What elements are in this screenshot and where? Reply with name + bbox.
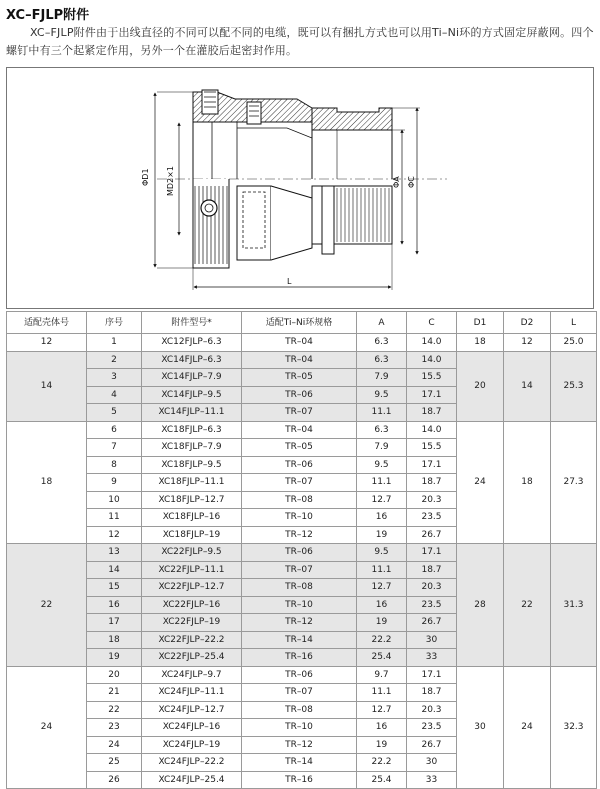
technical-drawing: [6, 67, 594, 309]
cell-model: XC18FJLP–19: [142, 526, 242, 544]
cell-ring: TR–08: [242, 491, 357, 509]
cell-c: 18.7: [407, 404, 457, 422]
cell-seq: 13: [87, 544, 142, 562]
dim-label-c: ΦC: [407, 176, 416, 188]
cell-model: XC24FJLP–9.7: [142, 666, 242, 684]
description: XC–FJLP附件由于出线直径的不同可以配不同的电缆，既可以有捆扎方式也可以用Ti–Ni环的方式固定屏蔽网。四个螺钉中有三个起紧定作用，另外一个在灌胶后起密封作用。: [6, 26, 594, 57]
cell-d2: 18: [504, 421, 551, 544]
cell-d1: 24: [457, 421, 504, 544]
header-l: L: [551, 312, 597, 334]
cell-d2: 24: [504, 666, 551, 789]
cell-a: 16: [357, 719, 407, 737]
cell-seq: 17: [87, 614, 142, 632]
cell-a: 16: [357, 509, 407, 527]
table-row: [7, 544, 597, 562]
bottom-exterior-view: [193, 179, 392, 268]
cell-ring: TR–04: [242, 334, 357, 352]
header-seq: 序号: [87, 312, 142, 334]
cell-seq: 6: [87, 421, 142, 439]
cell-d1: 28: [457, 544, 504, 667]
cell-model: XC12FJLP–6.3: [142, 334, 242, 352]
cell-a: 7.9: [357, 369, 407, 387]
cell-seq: 5: [87, 404, 142, 422]
cell-model: XC18FJLP–16: [142, 509, 242, 527]
cell-model: XC14FJLP–6.3: [142, 351, 242, 369]
header-a: A: [357, 312, 407, 334]
cell-model: XC18FJLP–6.3: [142, 421, 242, 439]
cell-c: 20.3: [407, 491, 457, 509]
cell-c: 30: [407, 631, 457, 649]
cell-c: 20.3: [407, 579, 457, 597]
cell-c: 18.7: [407, 561, 457, 579]
cell-seq: 16: [87, 596, 142, 614]
cell-a: 16: [357, 596, 407, 614]
cell-a: 19: [357, 614, 407, 632]
cell-model: XC22FJLP–16: [142, 596, 242, 614]
cell-a: 11.1: [357, 561, 407, 579]
dim-label-md2: MD2×1: [166, 166, 175, 196]
cell-seq: 3: [87, 369, 142, 387]
cell-c: 14.0: [407, 334, 457, 352]
cell-seq: 1: [87, 334, 142, 352]
cell-c: 18.7: [407, 684, 457, 702]
header-d2: D2: [504, 312, 551, 334]
cell-a: 19: [357, 736, 407, 754]
cell-c: 17.1: [407, 456, 457, 474]
cell-a: 19: [357, 526, 407, 544]
cell-l: 32.3: [551, 666, 597, 789]
cell-model: XC22FJLP–11.1: [142, 561, 242, 579]
cell-model: XC14FJLP–11.1: [142, 404, 242, 422]
cell-seq: 11: [87, 509, 142, 527]
cell-seq: 19: [87, 649, 142, 667]
cell-model: XC22FJLP–25.4: [142, 649, 242, 667]
cell-seq: 21: [87, 684, 142, 702]
dim-label-d1: ΦD1: [141, 168, 150, 186]
cell-ring: TR–16: [242, 649, 357, 667]
dim-label-l: L: [287, 277, 292, 286]
cell-seq: 26: [87, 771, 142, 789]
cell-a: 25.4: [357, 771, 407, 789]
cell-c: 33: [407, 649, 457, 667]
cell-c: 26.7: [407, 614, 457, 632]
cell-c: 23.5: [407, 596, 457, 614]
cell-c: 17.1: [407, 544, 457, 562]
cell-d2: 12: [504, 334, 551, 352]
cell-a: 9.5: [357, 456, 407, 474]
cell-ring: TR–06: [242, 666, 357, 684]
cell-ring: TR–05: [242, 369, 357, 387]
cell-c: 33: [407, 771, 457, 789]
table-header-row: [7, 312, 597, 334]
cell-a: 12.7: [357, 491, 407, 509]
cell-d2: 14: [504, 351, 551, 421]
cell-model: XC22FJLP–22.2: [142, 631, 242, 649]
cell-ring: TR–14: [242, 631, 357, 649]
cell-model: XC24FJLP–22.2: [142, 754, 242, 772]
header-d1: D1: [457, 312, 504, 334]
cell-model: XC24FJLP–12.7: [142, 701, 242, 719]
cell-a: 12.7: [357, 579, 407, 597]
cell-a: 12.7: [357, 701, 407, 719]
cell-c: 20.3: [407, 701, 457, 719]
cell-model: XC14FJLP–9.5: [142, 386, 242, 404]
cell-model: XC22FJLP–19: [142, 614, 242, 632]
cell-a: 7.9: [357, 439, 407, 457]
cell-seq: 24: [87, 736, 142, 754]
cell-c: 14.0: [407, 421, 457, 439]
table-row: [7, 351, 597, 369]
cell-model: XC24FJLP–16: [142, 719, 242, 737]
cell-a: 6.3: [357, 421, 407, 439]
cell-ring: TR–07: [242, 561, 357, 579]
cell-seq: 23: [87, 719, 142, 737]
cell-a: 9.7: [357, 666, 407, 684]
cell-a: 11.1: [357, 684, 407, 702]
cell-c: 15.5: [407, 439, 457, 457]
page-title: XC–FJLP附件: [6, 8, 90, 23]
cell-c: 18.7: [407, 474, 457, 492]
cell-ring: TR–04: [242, 351, 357, 369]
cell-a: 6.3: [357, 351, 407, 369]
top-section-view: [193, 90, 392, 179]
cell-model: XC22FJLP–12.7: [142, 579, 242, 597]
cell-a: 11.1: [357, 404, 407, 422]
cell-model: XC18FJLP–11.1: [142, 474, 242, 492]
cell-seq: 18: [87, 631, 142, 649]
cell-seq: 4: [87, 386, 142, 404]
cell-ring: TR–10: [242, 596, 357, 614]
spec-table: [6, 311, 597, 789]
cell-model: XC22FJLP–9.5: [142, 544, 242, 562]
connector-drawing-svg: [7, 68, 593, 308]
cell-model: XC24FJLP–19: [142, 736, 242, 754]
cell-seq: 20: [87, 666, 142, 684]
cell-seq: 14: [87, 561, 142, 579]
cell-a: 6.3: [357, 334, 407, 352]
cell-c: 26.7: [407, 736, 457, 754]
cell-model: XC14FJLP–7.9: [142, 369, 242, 387]
cell-c: 17.1: [407, 666, 457, 684]
cell-seq: 10: [87, 491, 142, 509]
cell-ring: TR–12: [242, 736, 357, 754]
cell-ring: TR–12: [242, 614, 357, 632]
cell-c: 30: [407, 754, 457, 772]
cell-ring: TR–10: [242, 719, 357, 737]
cell-ring: TR–14: [242, 754, 357, 772]
cell-ring: TR–06: [242, 544, 357, 562]
cell-ring: TR–08: [242, 579, 357, 597]
header-ring: 适配Ti–Ni环规格: [242, 312, 357, 334]
cell-d2: 22: [504, 544, 551, 667]
cell-c: 23.5: [407, 509, 457, 527]
cell-shell: 14: [7, 351, 87, 421]
cell-c: 17.1: [407, 386, 457, 404]
cell-d1: 18: [457, 334, 504, 352]
cell-ring: TR–07: [242, 474, 357, 492]
cell-seq: 22: [87, 701, 142, 719]
cell-shell: 22: [7, 544, 87, 667]
cell-ring: TR–07: [242, 404, 357, 422]
cell-ring: TR–12: [242, 526, 357, 544]
cell-model: XC24FJLP–25.4: [142, 771, 242, 789]
cell-seq: 12: [87, 526, 142, 544]
cell-seq: 25: [87, 754, 142, 772]
table-row: [7, 666, 597, 684]
cell-shell: 24: [7, 666, 87, 789]
cell-a: 9.5: [357, 544, 407, 562]
cell-a: 22.2: [357, 754, 407, 772]
cell-shell: 18: [7, 421, 87, 544]
cell-ring: TR–16: [242, 771, 357, 789]
cell-a: 25.4: [357, 649, 407, 667]
table-row: [7, 334, 597, 352]
header-c: C: [407, 312, 457, 334]
cell-d1: 30: [457, 666, 504, 789]
cell-c: 23.5: [407, 719, 457, 737]
cell-model: XC24FJLP–11.1: [142, 684, 242, 702]
cell-seq: 15: [87, 579, 142, 597]
cell-a: 22.2: [357, 631, 407, 649]
cell-l: 31.3: [551, 544, 597, 667]
cell-model: XC18FJLP–9.5: [142, 456, 242, 474]
table-row: [7, 421, 597, 439]
cell-seq: 8: [87, 456, 142, 474]
cell-d1: 20: [457, 351, 504, 421]
cell-seq: 2: [87, 351, 142, 369]
cell-ring: TR–08: [242, 701, 357, 719]
cell-ring: TR–10: [242, 509, 357, 527]
cell-ring: TR–06: [242, 456, 357, 474]
cell-l: 27.3: [551, 421, 597, 544]
cell-l: 25.0: [551, 334, 597, 352]
cell-seq: 9: [87, 474, 142, 492]
cell-c: 14.0: [407, 351, 457, 369]
header-model: 附件型号*: [142, 312, 242, 334]
cell-ring: TR–04: [242, 421, 357, 439]
cell-model: XC18FJLP–7.9: [142, 439, 242, 457]
cell-shell: 12: [7, 334, 87, 352]
cell-a: 9.5: [357, 386, 407, 404]
cell-ring: TR–06: [242, 386, 357, 404]
cell-ring: TR–07: [242, 684, 357, 702]
cell-seq: 7: [87, 439, 142, 457]
cell-l: 25.3: [551, 351, 597, 421]
cell-c: 15.5: [407, 369, 457, 387]
dim-label-a: ΦA: [392, 176, 401, 188]
cell-c: 26.7: [407, 526, 457, 544]
cell-a: 11.1: [357, 474, 407, 492]
cell-ring: TR–05: [242, 439, 357, 457]
cell-model: XC18FJLP–12.7: [142, 491, 242, 509]
header-shell: 适配壳体号: [7, 312, 87, 334]
